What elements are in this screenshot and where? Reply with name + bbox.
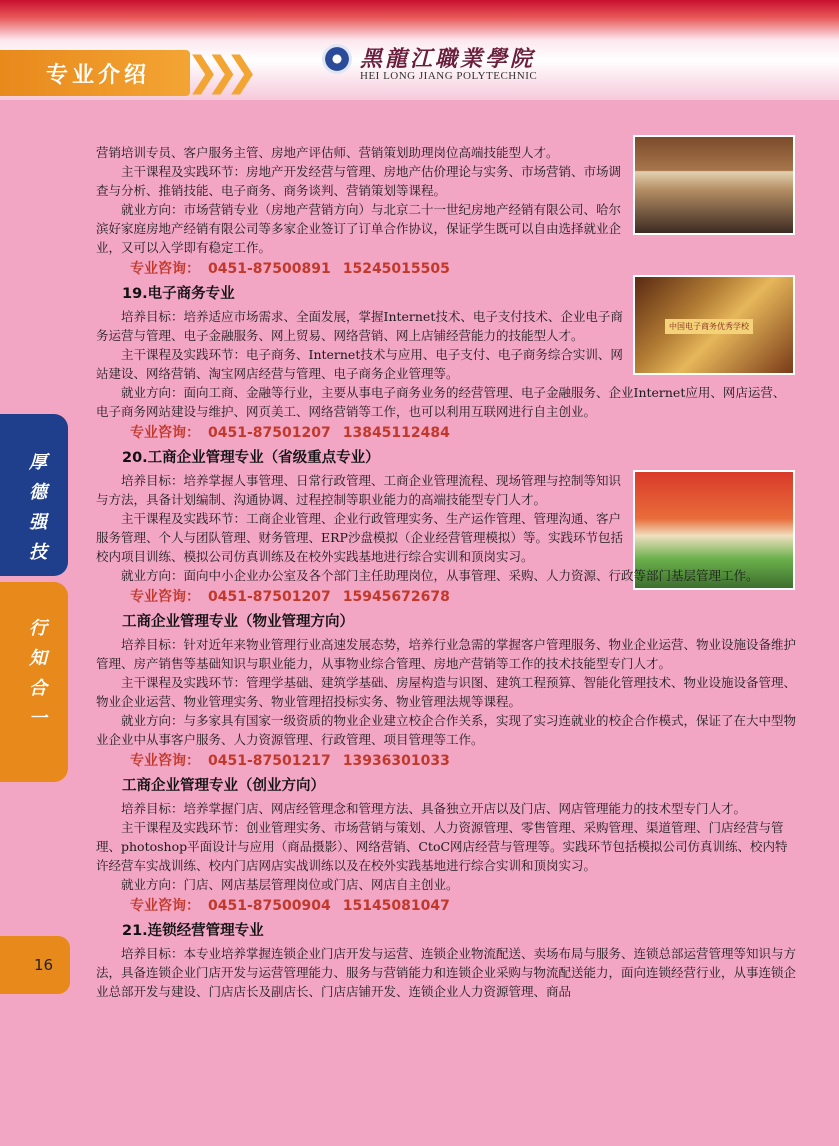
paragraph: 营销培训专员、客户服务主管、房地产评估师、营销策划助理岗位高端技能型人才。 bbox=[96, 145, 559, 160]
paragraph: 就业方向：门店、网店基层管理岗位或门店、网店自主创业。 bbox=[121, 877, 459, 892]
paragraph: 培养目标：针对近年来物业管理行业高速发展态势，培养行业急需的掌握客户管理服务、物业企业运营、物业设施设备维护管理、房产销售等基础知识与职业能力，从事物业综合管理、房地产营销等工作的技术技能型专门人才。 bbox=[96, 637, 797, 671]
motto1-char: 德 bbox=[29, 482, 47, 503]
consult-line bbox=[130, 751, 796, 771]
motto2-char: 行 bbox=[29, 618, 47, 639]
consult-line bbox=[130, 259, 796, 279]
paragraph: 主干课程及实践环节：创业管理实务、市场营销与策划、人力资源管理、零售管理、采购管理、渠道管理、门店经营与管理、photoshop平面设计与应用（商品摄影）、网络营销、CtoC网店经营与管理等。实践环节包括模拟公司仿真训练、校内特许经营车实战训练、校内门店网店实战训练以及在校外实践基地进行综合实训和顶岗实习。 bbox=[96, 820, 788, 873]
paragraph: 主干课程及实践环节：电子商务、Internet技术与应用、电子支付、电子商务综合实训、网站建设、网络营销、淘宝网店经营与管理、电子商务企业管理等。 bbox=[96, 347, 623, 381]
motto2-char: 一 bbox=[29, 708, 47, 729]
paragraph: 主干课程及实践环节：管理学基础、建筑学基础、房屋构造与识图、建筑工程预算、智能化管理技术、物业设施设备管理、物业企业运营、物业管理实务、物业管理招投标实务、物业管理法规等课程。 bbox=[96, 675, 797, 709]
section-title: 专业介绍 bbox=[46, 63, 151, 88]
paragraph: 培养目标：培养掌握门店、网店经管理念和管理方法、具备独立开店以及门店、网店管理能力的技术型专门人才。 bbox=[121, 801, 747, 816]
section-heading: 20.工商企业管理专业（省级重点专业） bbox=[122, 450, 380, 466]
consult-label: 专业咨询： bbox=[130, 261, 200, 277]
consult-label: 专业咨询： bbox=[130, 753, 200, 769]
school-logo-icon bbox=[322, 44, 352, 74]
consult-line bbox=[130, 896, 796, 916]
consult-label: 专业咨询： bbox=[130, 425, 200, 441]
phone-number: 0451-87501207 bbox=[208, 589, 331, 605]
section-heading: 21.连锁经营管理专业 bbox=[122, 923, 264, 939]
page-number: 16 bbox=[34, 956, 54, 974]
motto2-char: 知 bbox=[29, 648, 47, 669]
motto1-char: 强 bbox=[29, 512, 47, 533]
consult-line bbox=[130, 587, 796, 607]
section-heading: 工商企业管理专业（物业管理方向） bbox=[122, 614, 354, 630]
photo-award-caption: 中国电子商务优秀学校 bbox=[665, 319, 753, 334]
school-name-cn: 黑龍江職業學院 bbox=[360, 46, 536, 72]
motto2-char: 合 bbox=[29, 678, 47, 699]
paragraph: 就业方向：市场营销专业（房地产营销方向）与北京二十一世纪房地产经销有限公司、哈尔滨好家庭房地产经销有限公司等多家企业签订了订单合作协议，保证学生既可以自由选择就业企业，又可以入学即有稳定工作。 bbox=[96, 202, 622, 255]
motto1-char: 厚 bbox=[29, 452, 47, 473]
paragraph: 就业方向：面向中小企业办公室及各个部门主任助理岗位，从事管理、采购、人力资源、行政等部门基层管理工作。 bbox=[121, 568, 759, 583]
consult-label: 专业咨询： bbox=[130, 589, 200, 605]
paragraph: 就业方向：与多家具有国家一级资质的物业企业建立校企合作关系，实现了实习连就业的校企合作模式，保证了在大中型物业企业中从事客户服务、人力资源管理、行政管理、项目管理等工作。 bbox=[96, 713, 797, 747]
phone-number: 0451-87500891 bbox=[208, 261, 331, 277]
phone-number: 15145081047 bbox=[342, 898, 450, 914]
paragraph: 培养目标：培养掌握人事管理、日常行政管理、工商企业管理流程、现场管理与控制等知识与方法，具备计划编制、沟通协调、过程控制等职业能力的高端技能型专门人才。 bbox=[96, 473, 622, 507]
phone-number: 13845112484 bbox=[342, 425, 450, 441]
phone-number: 15945672678 bbox=[342, 589, 450, 605]
phone-number: 0451-87501217 bbox=[208, 753, 331, 769]
phone-number: 13936301033 bbox=[342, 753, 450, 769]
phone-number: 0451-87501207 bbox=[208, 425, 331, 441]
chevron-right-icon: ❯❯❯ bbox=[186, 49, 245, 95]
paragraph: 就业方向：面向工商、金融等行业，主要从事电子商务业务的经营管理、电子金融服务、企业Internet应用、网店运营、电子商务网站建设与维护、网页美工、网络营销等工作，也可以利用互联网进行自主创业。 bbox=[96, 385, 786, 419]
section-heading: 工商企业管理专业（创业方向） bbox=[122, 778, 325, 794]
paragraph: 主干课程及实践环节：房地产开发经营与管理、房地产估价理论与实务、市场营销、市场调查与分析、推销技能、电子商务、商务谈判、营销策划等课程。 bbox=[96, 164, 622, 198]
paragraph: 培养目标：本专业培养掌握连锁企业门店开发与运营、连锁企业物流配送、卖场布局与服务、连锁总部运营管理等知识与方法，具备连锁企业门店开发与运营管理能力、服务与营销能力和连锁企业采购与物流配送能力，面向连锁经营行业，从事连锁企业总部开发与建设、门店店长及副店长、门店店铺开发、连锁企业人力资源管理、商品 bbox=[96, 946, 797, 999]
motto1-char: 技 bbox=[29, 542, 47, 563]
main-content bbox=[96, 143, 796, 1001]
consult-label: 专业咨询： bbox=[130, 898, 200, 914]
school-name-en: HEI LONG JIANG POLYTECHNIC bbox=[360, 70, 538, 82]
paragraph: 培养目标：培养适应市场需求、全面发展，掌握Internet技术、电子支付技术、企业电子商务运营与管理、电子金融服务、网上贸易、网络营销、网上店铺经营能力的技能型人才。 bbox=[96, 309, 623, 343]
consult-line bbox=[130, 423, 796, 443]
paragraph: 主干课程及实践环节：工商企业管理、企业行政管理实务、生产运作管理、管理沟通、客户服务管理、个人与团队管理、财务管理、ERP沙盘模拟（企业经营管理模拟）等。实践环节包括校内项目训练、模拟公司仿真训练及在校外实践基地进行综合实训和顶岗实习。 bbox=[96, 511, 623, 564]
phone-number: 0451-87500904 bbox=[208, 898, 331, 914]
phone-number: 15245015505 bbox=[342, 261, 450, 277]
section-heading: 19.电子商务专业 bbox=[122, 286, 235, 302]
